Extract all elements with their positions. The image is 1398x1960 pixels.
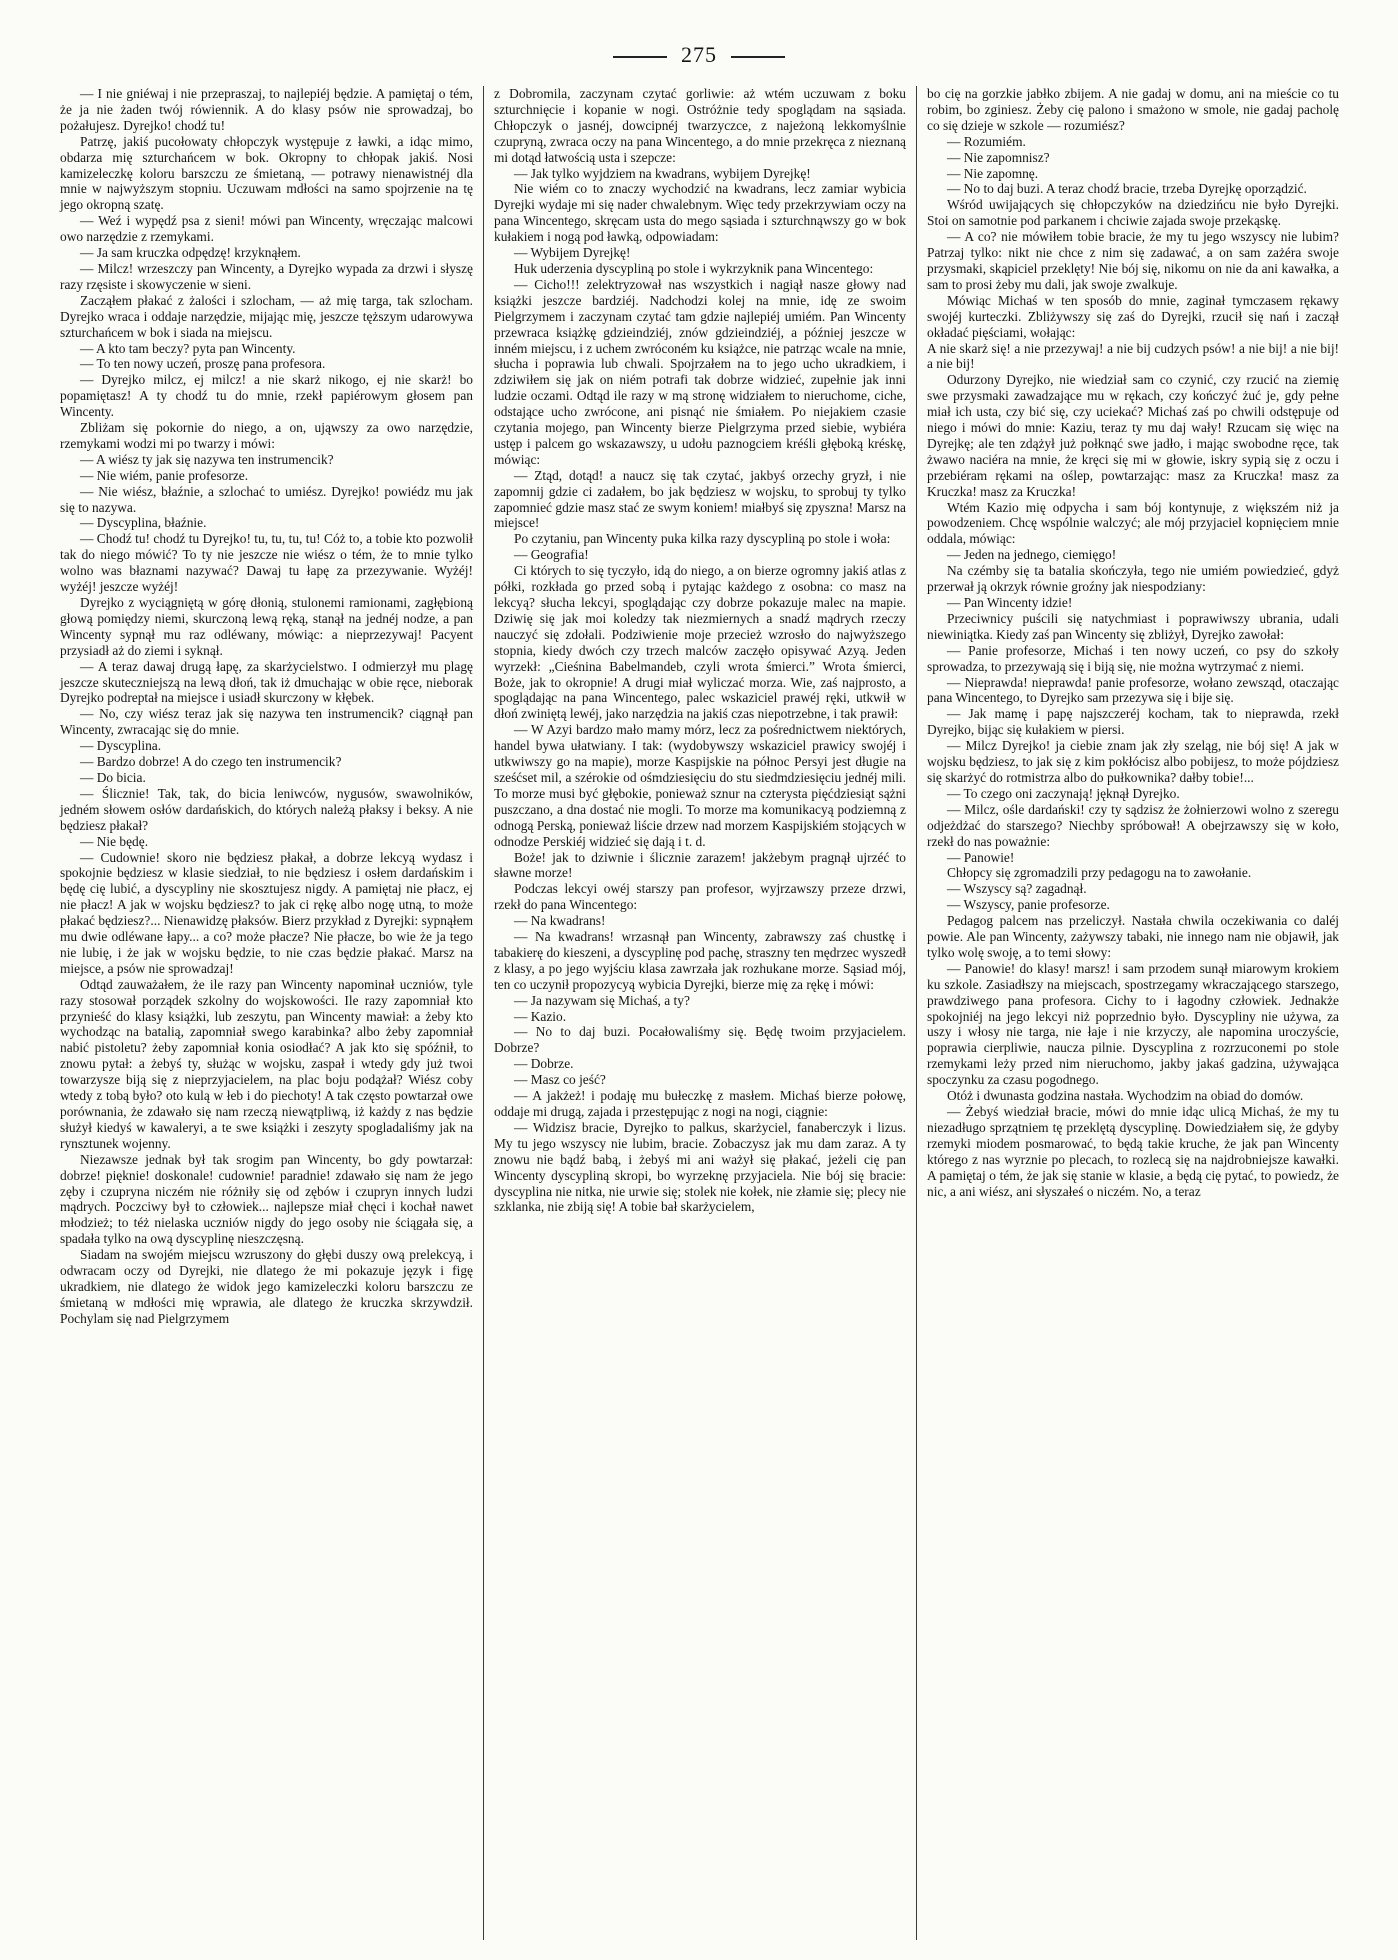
- paragraph: — A teraz dawaj drugą łapę, za skarżycielstwo. I odmierzył mu plagę jeszcze skuteczniejszą na lewą dłoń, tak iż dmuchając w obie ręce, nieborak Dyrejko podreptał na miejsce i usiadł skurczony w kłębek.: [60, 658, 473, 706]
- paragraph: — Chodź tu! chodź tu Dyrejko! tu, tu, tu, tu! Cóż to, a tobie kto pozwolił tak do niego mówić? To ty nie jeszcze nie wiész o tém, że to mnie tylko wolno was błaznami nazywać? Dawaj tu łapę za przezywanie. Wyżéj! wyżéj! jeszcze wyżéj!: [60, 531, 473, 595]
- paragraph: — No to daj buzi. Pocałowaliśmy się. Będę twoim przyjacielem. Dobrze?: [494, 1024, 906, 1056]
- paragraph: — Nie wiész, błaźnie, a szlochać to umiész. Dyrejko! powiédz mu jak się to nazywa.: [60, 483, 473, 515]
- paragraph: Nie wiém co to znaczy wychodzić na kwadrans, lecz zamiar wybicia Dyrejki wydaje mi się nader chwalebnym. Więc tedy przekrzywiam oczy na pana Wincentego, skręcam usta do mego sąsiada i szturchnąwszy go w bok kułakiem i nogą pod ławką, odpowiadam:: [494, 181, 906, 245]
- paragraph: Wtém Kazio mię odpycha i sam bój kontynuje, z większém niż ja powodzeniem. Chcę wspólnie walczyć; ale mój przyjaciel kopnięciem mnie oddala, mówiąc:: [927, 499, 1339, 547]
- paragraph: — Jak tylko wyjdziem na kwadrans, wybijem Dyrejkę!: [514, 165, 811, 181]
- paragraph: Patrzę, jakiś pucołowaty chłopczyk występuje z ławki, a idąc mimo, obdarza mię szturchańcem w bok. Okropny to chłopak jakiś. Nosi kamizeleczkę koloru barszczu ze śmietaną, — potrawy nienawistnéj dla mnie w najwyższym stopniu. Uczuwam mdłości na samo spojrzenie na tę jego okropną szatę.: [60, 133, 473, 213]
- paragraph: — Wybijem Dyrejkę!: [514, 245, 631, 261]
- paragraph: — Dyscyplina.: [80, 738, 162, 754]
- column-3: [916, 86, 1349, 1940]
- folio-rule-right: [731, 56, 785, 58]
- paragraph: — Nie zapomnisz?: [947, 149, 1050, 165]
- paragraph: — Jak mamę i papę najszczeréj kocham, tak to nieprawda, rzekł Dyrejko, bijąc się kułakiem w piersi.: [927, 706, 1339, 738]
- paragraph: Po czytaniu, pan Wincenty puka kilka razy dyscypliną po stole i woła:: [514, 531, 891, 547]
- paragraph: — Widzisz bracie, Dyrejko to palkus, skarżyciel, fanaberczyk i lizus. My tu jego wszyscy nie lubim, bracie. Zobaczysz jak mu dam zaraz. A ty znowu nie bądź babą, i żebyś mi ani ważył się płakać, jeżeli cię pan Wincenty dyscypliną skropi, bo wyrzeknę przyjaciela. Nie bój się bracie: dyscyplina nie nitka, nie urwie się; stolek nie kołek, nie złamie się; plecy nie szklanka, nie zbiją się! A tobie bał skarżycielem,: [494, 1119, 906, 1215]
- paragraph: — Milcz, ośle dardański! czy ty sądzisz że żołnierzowi wolno z szeregu odjeżdżać do starszego? Niechby spróbował! A obejrzawszy się w koło, rzekł do nas poważnie:: [927, 801, 1339, 849]
- paragraph: — Kazio.: [514, 1008, 567, 1024]
- paragraph: — Panie profesorze, Michaś i ten nowy uczeń, co psy do szkoły sprowadza, to przezywają się i biją się, nie można wytrzymać z niemi.: [927, 642, 1339, 674]
- paragraph: — Geografia!: [514, 547, 589, 563]
- paragraph: — Nie zapomnę.: [947, 165, 1039, 181]
- paragraph: — Milcz Dyrejko! ja ciebie znam jak zły szeląg, nie bój się! A jak w wojsku będziesz, to jak się z kim pokłócisz albo pobijesz, to może pójdziesz się skarżyć do rotmistrza albo do pułkownika? dałby tobie!...: [927, 738, 1339, 785]
- paragraph: Chłopcy się zgromadzili przy pedagogu na to zawołanie.: [947, 865, 1252, 881]
- paragraph: — Nie będę.: [80, 833, 149, 849]
- paragraph: — Jeden na jednego, ciemięgo!: [947, 547, 1117, 563]
- paragraph: — A co? nie mówiłem tobie bracie, że my tu jego wszyscy nie lubim? Patrzaj tylko: nikt nie chce z nim się zadawać, a on sam zażéra swoje przysmaki, skąpiciel przeklęty! Nie bój się, nikomu on nie da ani kawałka, a sam to prosi żeby mu dali, jak swoje zwalkuje.: [927, 229, 1339, 292]
- paragraph: — No to daj buzi. A teraz chodź bracie, trzeba Dyrejkę oporządzić.: [947, 181, 1307, 197]
- paragraph: — Dyrejko milcz, ej milcz! a nie skarż nikogo, ej nie skarż! bo popamiętasz! A ty chodź tu do mnie, rzekł papiérowym głosem pan Wincenty.: [60, 372, 473, 420]
- column-2: [483, 86, 916, 1940]
- page-number-text: 275: [681, 42, 717, 67]
- paragraph: — Cicho!!! zelektryzował nas wszystkich i nagiął nasze głowy nad książki jeszcze bardziéj. Nadchodzi kolej na mnie, idę ze swoim Pielgrzymem i zaczynam czytać tam gdzie najlepiéj umiém. Pan Wincenty przewraca książkę gdzieindziéj, znów gdzieindziéj, a później jeszcze w inném miejscu, i z uchem zwróconém ku książce, nie patrząc wcale na mnie, słucha i poprawia lub chwali. Spojrzałem na to jego ucho ukradkiem, i zdziwiłem się jak on niém potrafi tak dobrze widzieć, zupełnie jak inni ludzie oczami. Odtąd ile razy w mą stronę widziałem to nieruchome, ciche, odstające ucho zwrócone, ani pisnąć nie śmiałem. Po niejakiem czasie czytania mojego, pan Wincenty bierze Pielgrzyma przed siebie, wybiéra ustęp i palcem go wskazawszy, u udołu paznogciem kréśli głęboką kréskę, mówiąc:: [494, 276, 906, 467]
- paragraph: — Pan Wincenty idzie!: [947, 595, 1073, 610]
- paragraph: Boże! jak to dziwnie i ślicznie zarazem! jakżebym pragnął ujrzéć to sławne morze!: [494, 849, 906, 881]
- paragraph: — Nieprawda! nieprawda! panie profesorze, wołano zewsząd, otaczając pana Wincentego, to Dyrejko sam przezywa się i bije się.: [927, 674, 1339, 706]
- page-number: [0, 42, 1398, 68]
- paragraph: — To ten nowy uczeń, proszę pana profesora.: [80, 356, 326, 372]
- paragraph: — Na kwadrans! wrzasnął pan Wincenty, zabrawszy zaś chustkę i tabakierę do kieszeni, a dyscyplinę pod pachę, straszny ten mędrzec wyszedł z klasy, a po jego wyjściu klasa zawrzała jak rozhukane morze. Sąsiad mój, ten co uczynił propozycyą wybicia Dyrejki, bierze mię za rękę i mówi:: [494, 929, 906, 992]
- paragraph: Siadam na swojém miejscu wzruszony do głębi duszy ową prelekcyą, i odwracam oczy od Dyrejki, nie dlatego że mi pokazuje język i figę ukradkiem, nie dlatego że widok jego kamizeleczki koloru barszczu ze śmietaną w mdłości mię wprawia, ale dlatego że kruczka skrzywdził. Pochylam się nad Pielgrzymem: [60, 1247, 473, 1326]
- paragraph: Pedagog palcem nas przeliczył. Nastała chwila oczekiwania co daléj powie. Ale pan Wincenty, zażywszy tabaki, nie innego nam nie objawił, jak tylko wolę swoję, a to temi słowy:: [927, 913, 1339, 960]
- paragraph: Wśród uwijających się chłopczyków na dziedzińcu nie było Dyrejki. Stoi on samotnie pod parkanem i chciwie zajada swoje przekąskę.: [927, 197, 1339, 229]
- paragraph: z Dobromila, zaczynam czytać gorliwie: aż wtém uczuwam z boku szturchnięcie i kopanie w nogi. Ostróżnie tedy spoglądam na sąsiada. Chłopczyk o jasnéj, dowcipnéj twarzyczce, z najeżoną lekkomyślnie czupryną, zwraca oczy na pana Wincentego, a do mnie przekręca z nieznaną mi dotąd łatwością usta i szepcze:: [494, 86, 906, 165]
- paragraph: Huk uderzenia dyscypliną po stole i wykrzyknik pana Wincentego:: [514, 260, 874, 276]
- paragraph: Odurzony Dyrejko, nie wiedział sam co czynić, czy rzucić na ziemię swe przysmaki zawadzające mu w rękach, czy kończyć żuć je, gdy pełne miał ich usta, czy bić się, czy uciekać? Michaś zaś po chwili odstępuje od niego i mówi do mnie: Kaziu, teraz ty mu daj wały! Rzucam się więc na Dyrejkę; ale ten zdążył już połknąć swe jadło, i mając swobodne ręce, tak żwawo naciéra na mnie, że kręci się mi w głowie, iskry sypią się z oczu i przebiéram rękami na oślep, powtarzając: masz za Kruczka! masz za Kruczka! masz za Kruczka!: [927, 372, 1339, 499]
- paragraph: — Na kwadrans!: [514, 913, 606, 929]
- column-1: [50, 86, 483, 1940]
- paragraph: Podczas lekcyi owéj starszy pan profesor, wyjrzawszy przeze drzwi, rzekł do pana Wincentego:: [494, 881, 906, 913]
- paragraph: — No, czy wiész teraz jak się nazywa ten instrumencik? ciągnął pan Wincenty, zwracając się do mnie.: [60, 706, 473, 738]
- paragraph: — Ja nazywam się Michaś, a ty?: [514, 992, 690, 1008]
- paragraph: — Nie wiém, panie profesorze.: [80, 467, 249, 483]
- paragraph: — Ja sam kruczka odpędzę! krzyknąłem.: [80, 245, 301, 261]
- paragraph: — Ślicznie! Tak, tak, do bicia leniwców, nygusów, swawolników, jedném słowem osłów dardańskich, do których należą płaksy i beksy. A nie będziesz płakał?: [60, 785, 473, 833]
- paragraph: — Ztąd, dotąd! a naucz się tak czytać, jakbyś orzechy gryzł, i nie zapomnij gdzie ci zadałem, bo jak będziesz w wojsku, to sprobuj ty tylko zapomnieć gdzie masz stać ze swym koniem! miałbyś się zpysznа! Marsz na miejsce!: [494, 467, 906, 531]
- paragraph: — Dobrze.: [514, 1056, 574, 1072]
- paragraph: — A jakżeż! i podaję mu bułeczkę z masłem. Michaś bierze połowę, oddaje mi drugą, zajada i przestępując z nogi na nogi, ciągnie:: [494, 1088, 906, 1119]
- paragraph: Zbliżam się pokornie do niego, a on, ująwszy za owo narzędzie, rzemykami wodzi mi po twarzy i mówi:: [60, 420, 473, 451]
- paragraph: — Panowie! do klasy! marsz! i sam przodem sunął miarowym krokiem ku szkole. Zasiadłszy na miejscach, spostrzegamy wkraczającego starszego, prawdziwego pana profesora. Cichy to i łagodny człowiek. Jednakże spokojniéj na jego lekcyi niż poprzednio było. Dyscypliny nie używa, za uszy i włosy nie targa, nie łaje i nie krzyczy, ale napomina uroczyście, poprawia cierpliwie, naucza pilnie. Dyscyplina z rozrzuconemi po stole rzemykami leży przed nim nieruchomo, jakby jakaś gadzina, używająca spoczynku za czasu pogodnego.: [927, 960, 1339, 1088]
- paragraph: Dyrejko z wyciągniętą w górę dłonią, stulonemi ramionami, zagłębioną głową pomiędzy niemi, skurczoną lewą ręką, stanął na jednéj nodze, a pan Wincenty sypnął mu raz odléwany, mówiąc: a nieprzezywaj! Pacyent przysiadł aż do ziemi i syknął.: [60, 595, 473, 658]
- paragraph: — A wiész ty jak się nazywa ten instrumencik?: [80, 451, 334, 467]
- paragraph: — To czego oni zaczynają! jęknął Dyrejko.: [947, 785, 1180, 801]
- paragraph: — Do bicia.: [80, 769, 146, 785]
- paragraph: — I nie gniéwaj i nie przepraszaj, to najlepiéj będzie. A pamiętaj o tém, że ja nie żaden twój rówiennik. A do klasy psów nie sprowadzaj, bo pożałujesz. Dyrejko! chodź tu!: [60, 86, 473, 133]
- paragraph: Otóż i dwunasta godzina nastała. Wychodzim na obiad do domów.: [947, 1088, 1304, 1104]
- paragraph: Na czémby się ta batalia skończyła, tego nie umiém powiedzieć, gdyż przerwał ją okrzyk równie groźny jak niespodziany:: [927, 563, 1339, 595]
- text-columns: [50, 86, 1350, 1940]
- paragraph: — Żebyś wiedział bracie, mówi do mnie idąc ulicą Michaś, że my tu niezadługo sprzątniem tę przeklętą dyscyplinę. Dowiedziałem się, że gdyby rzemyki miodem posmarować, to będą takie kruche, że jak pan Wincenty którego z nas wyrznie po plecach, to rozlecą się na najdrobniejsze kawałki. A pamiętaj o tém, że jak się stanie w klasie, a będą cię pytać, to powiedz, że nic, a ani wiész, ani słyszałeś o niczém. No, a teraz: [927, 1104, 1339, 1199]
- paragraph: — Bardzo dobrze! A do czego ten instrumencik?: [80, 754, 342, 770]
- paragraph: A nie skarż się! a nie przezywaj! a nie bij cudzych psów! a nie bij! a nie bij! a nie bij!: [927, 340, 1339, 372]
- paragraph: — W Azyi bardzo mało mamy mórz, lecz za pośrednictwem niektórych, handel bywa ułatwiany. I tak: (wydobywszy wskaziciel prawicy swojéj i utkwiwszy go na mapie), morze Kaspijskie na północ Persyi jest długie na sześćset mil, a szérokie od ośmdziesięciu do stu siedmdziesięciu jednéj mili. To morze musi być głębokie, ponieważ sznur na czterysta pięćdziesiąt sążni puszczano, a dna dostać nie mogli. To morze ma komunikacyą podziemną z odnogą Perską, ponieważ liście drzew nad morzem Kaspijskiém stojących w odnodze Perskiéj widzieć się dają i t. d.: [494, 722, 906, 849]
- paragraph: — Wszyscy są? zagadnął.: [947, 881, 1087, 897]
- paragraph: — A kto tam beczy? pyta pan Wincenty.: [80, 340, 296, 356]
- folio-rule-left: [613, 56, 667, 58]
- paragraph: — Wszyscy, panie profesorze.: [947, 897, 1110, 913]
- paragraph: — Milcz! wrzeszczy pan Wincenty, a Dyrejko wypada za drzwi i słyszę razy rzęsiste i skowyczenie w sieni.: [60, 260, 473, 292]
- paragraph: Zacząłem płakać z żalości i szlocham, — aż mię targa, tak szlocham. Dyrejko wraca i oddaje narzędzie, mijając mię, jeszcze tęższym udarowywa szturchańcem w bok i siada na miejscu.: [60, 292, 473, 340]
- paragraph: Przeciwnicy puścili się natychmiast i poprawiwszy ubrania, udali niewiniątka. Kiedy zaś pan Wincenty się zbliżył, Dyrejko zawołał:: [927, 610, 1339, 642]
- paragraph: — Panowie!: [947, 849, 1015, 865]
- paragraph: Odtąd zauważałem, że ile razy pan Wincenty napominał uczniów, tyle razy stosował porządek szkolny do wojskowości. Ile razy zapomniał kto przynieść do klasy książki, lub zeszytu, pan Wincenty mawiał: a żeby kto wychodząc na batalią, zapomniał swego karabinka? albo żeby zapomniał nabić pistoletu? żeby zapomniał konia osiodłać? A jak kto się spóźnił, to znowu pytał: a żebyś ty, służąc w wojsku, zaspał i wtedy gdy już twoi towarzysze biją się z nieprzyjacielem, na plac boju podążał? Wiész coby wtedy z tobą było? oto kulą w łeb i do piechoty! A tak często powtarzał owe porównania, że zdawało się nam rzeczą niewątpliwą, iż każdy z nas będzie służył kiedyś w kawaleryi, a te swe książki i zeszyty spogladaliśmy jak na rynsztunek wojenny.: [60, 976, 473, 1151]
- paragraph: Ci których to się tyczyło, idą do niego, a on bierze ogromny jakiś atlas z półki, rozkłada go przed sobą i pytając każdego z osobna: co masz na lekcyą? słucha lekcyi, spoglądając czy dobrze pokazuje malec na mapie. Dziwię się jak moi koledzy tak niezmiernych a snadź mądrych rzeczy nauczyć się zdołali. Podziwienie moje przecież wzrosło do najwyższego stopnia, kiedy dwóch czy trzech malców zaczęło opisywać Azyą. Jeden wyrzekł: „Cieśnina Babelmandeb, czyli wrota śmierci.” Wrota śmierci, Boże, jak to okropnie! A drugi miał wyliczać morza. Wie, zaś najprosto, a spoglądając na pana Wincentego, palec wskaziciel prawéj ręki, utkwił w dłoń zwiniętą lewéj, jako narzędzia na jakiś czas niepotrzebne, i tak prawił:: [494, 563, 906, 722]
- paragraph: bo cię na gorzkie jabłko zbijem. A nie gadaj w domu, ani na mieście co tu robim, bo zginiesz. Żeby cię palono i smażono w smole, nie gadaj pacholę co się dzieje w szkole — rozumiész?: [927, 86, 1339, 133]
- paragraph: — Cudownie! skoro nie będziesz płakał, a dobrze lekcyą wydasz i spokojnie będziesz w klasie siedział, to nie będziesz i osłem dardańskim i będę cię lubić, a dyscypliny nie skosztujesz nigdy. A pamiętaj nie płacz, ej nie płacz! A jak w wojsku będziesz? to jak ci rękę albo nogę utną, to może płakać będziesz?... Nienawidzę płaksów. Bierz przykład z Dyrejki: sypnąłem mu dwie odléwane łapy... a co? może płacze? Nie płacze, bo wie że ja tego nie lubię, i że jak w wojsku będzie, to nie czas będzie płakać. Marsz na miejsce, a psów nie sprowadzaj!: [60, 849, 473, 976]
- paragraph: — Dyscyplina, błaźnie.: [80, 515, 207, 531]
- paragraph: — Masz co jeść?: [514, 1072, 606, 1088]
- paragraph: — Rozumiém.: [947, 133, 1026, 149]
- paragraph: — Weź i wypędź psa z sieni! mówi pan Wincenty, wręczając malcowi owo narzędzie z rzemykami.: [60, 213, 473, 245]
- paragraph: Mówiąc Michaś w ten sposób do mnie, zaginał tymczasem rękawy swojéj kurteczki. Zbliżywszy się zaś do Dyrejki, rzucił się nań i zaczął okładać pięściami, wołając:: [927, 292, 1339, 340]
- paragraph: Niezawsze jednak był tak srogim pan Wincenty, bo gdy powtarzał: dobrze! pięknie! doskonale! cudownie! paradnie! zdawało się nam że jego zęby i czupryna niczém nie różniły się od zębów i czupryn innych ludzi mądrych. Poczciwy był to człowiek... najlepsze miał chęci i kochał nawet młodzież; to téż nielaska uczniów nigdy do jego osoby nie ściągała się, a spadała tylko na ową dyscyplinę nieszczęsną.: [60, 1151, 473, 1247]
